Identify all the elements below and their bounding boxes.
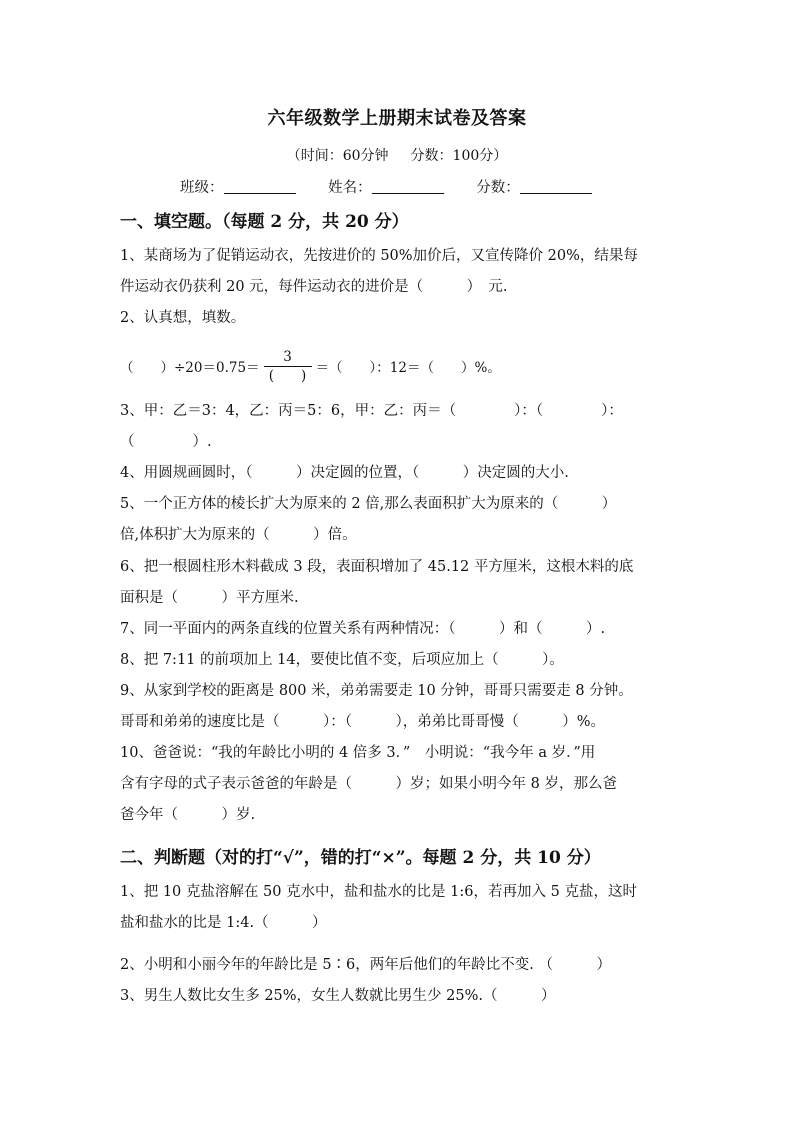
name-label: 姓名： (328, 180, 372, 196)
name-field (328, 176, 444, 197)
formula-fraction (264, 348, 312, 385)
question-1-8-line1: 8、把 7:11 的前项加上 14，要使比值不变，后项应加上（ ）。 (120, 652, 564, 668)
question-1-10-line2: 含有字母的式子表示爸爸的年龄是（ ）岁；如果小明今年 8 岁，那么爸 (120, 776, 617, 792)
question-1-3-line2: （ ）. (120, 434, 212, 450)
class-label: 班级： (180, 180, 224, 196)
time-info: （时间：60分钟 (286, 148, 389, 164)
exam-subtitle (0, 145, 794, 165)
score-info: 分数：100分） (410, 148, 508, 164)
question-1-5-line1: 5、一个正方体的棱长扩大为原来的 2 倍,那么表面积扩大为原来的（ ） (120, 496, 617, 512)
question-2-2-line1: 2、小明和小丽今年的年龄比是 5∶6，两年后他们的年龄比不变. （ ） (120, 957, 612, 973)
question-1-1-line2: 件运动衣仍获利 20 元，每件运动衣的进价是（ ） 元. (120, 279, 508, 295)
section-heading-true-false: 二、判断题（对的打“√”，错的打“×”。每题 2 分，共 10 分） (120, 848, 601, 868)
class-blank-line (224, 179, 296, 194)
question-1-9-line2: 哥哥和弟弟的速度比是（ ）：（ ），弟弟比哥哥慢（ ）%。 (120, 714, 606, 730)
question-1-10-line3: 爸今年（ ）岁. (120, 807, 256, 823)
fraction-numerator: 3 (283, 348, 292, 365)
question-1-2-formula (120, 342, 680, 390)
question-1-10-line1: 10、爸爸说：“我的年龄比小明的 4 倍多 3．” 小明说：“我今年 a 岁．”用 (120, 745, 596, 761)
question-1-4-line1: 4、用圆规画圆时，（ ）决定圆的位置，（ ）决定圆的大小. (120, 465, 569, 481)
question-1-3-line1: 3、甲：乙＝3：4，乙：丙＝5：6，甲：乙：丙＝（ ）：（ ）： (120, 403, 623, 419)
formula-left: （ ）÷20＝0.75＝ (120, 360, 260, 376)
question-1-2-line1: 2、认真想，填数。 (120, 310, 246, 326)
question-1-9-line1: 9、从家到学校的距离是 800 米，弟弟需要走 10 分钟，哥哥只需要走 8 分钟。 (120, 683, 633, 699)
fraction-denominator: ( ) (268, 367, 307, 384)
page-title: 六年级数学上册期末试卷及答案 (267, 108, 527, 129)
question-2-1-line1: 1、把 10 克盐溶解在 50 克水中，盐和盐水的比是 1:6，若再加入 5 克盐，这时 (120, 884, 637, 900)
question-1-5-line2: 倍,体积扩大为原来的（ ）倍。 (120, 527, 357, 543)
formula-right: ＝（ ）：12＝（ ）%。 (315, 360, 501, 376)
question-1-1-line1: 1、某商场为了促销运动衣，先按进价的 50%加价后，又宣传降价 20%，结果每 (120, 248, 638, 264)
section-heading-fill-blank: 一、填空题。（每题 2 分，共 20 分） (120, 212, 409, 232)
question-2-3-line1: 3、男生人数比女生多 25%，女生人数就比男生少 25%.（ ） (120, 988, 556, 1004)
student-info-row (180, 176, 620, 197)
question-2-1-line2: 盐和盐水的比是 1:4.（ ） (120, 915, 327, 931)
question-1-7-line1: 7、同一平面内的两条直线的位置关系有两种情况：（ ）和（ ）. (120, 621, 606, 637)
question-1-6-line2: 面积是（ ）平方厘米. (120, 590, 299, 606)
class-field (180, 176, 296, 197)
score-field (476, 176, 592, 197)
question-1-6-line1: 6、把一根圆柱形木料截成 3 段，表面积增加了 45.12 平方厘米，这根木料的底 (120, 559, 634, 575)
name-blank-line (372, 179, 444, 194)
score-blank-line (520, 179, 592, 194)
score-label: 分数： (476, 180, 520, 196)
